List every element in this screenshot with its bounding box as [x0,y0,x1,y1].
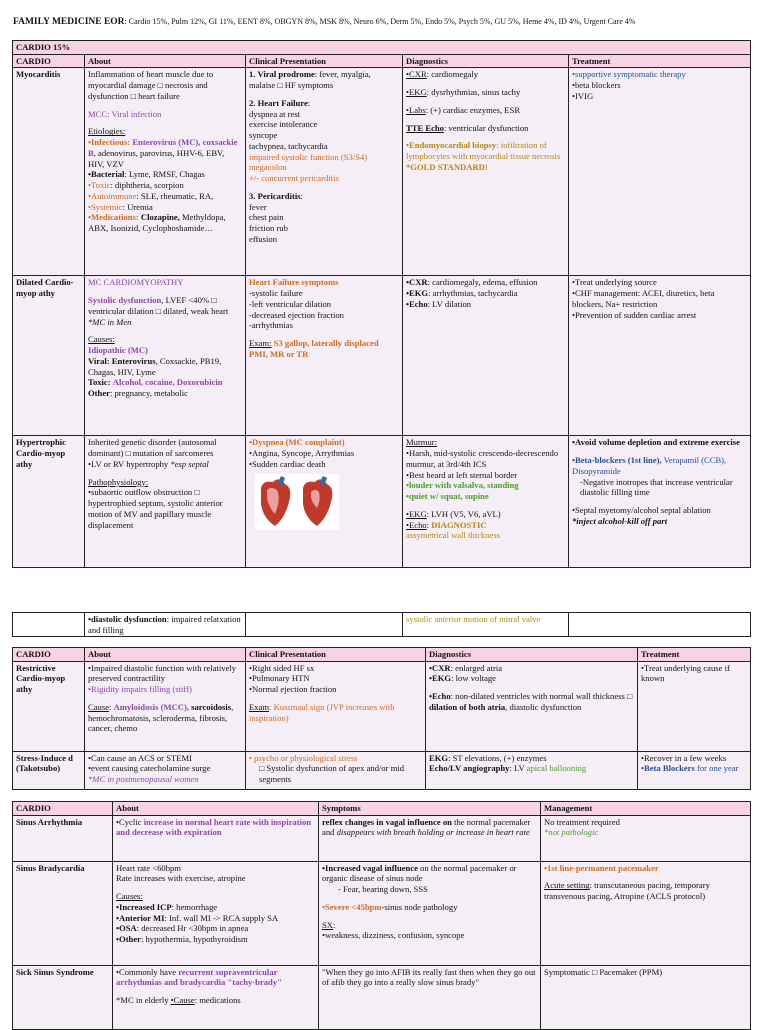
col-about: About [85,54,246,68]
disease-name: Stress-Induce d (Takotsubo) [13,751,85,789]
about-cell [85,68,246,276]
section-title: CARDIO 15% [13,41,751,55]
etiology-systemic: •Systemic: Uremia [88,201,153,212]
row-restrictive-cardiomyopathy [13,661,751,751]
row-hypertrophic-cardiomyopathy [13,436,751,568]
disease-name: Myocarditis [13,68,85,276]
about-cell: •Impaired diastolic function with relatively preserved contractility •Rigidity impairs filling (stiff) Cause: Amyloidosis (MCC), sarcoidosis, hemochromatosis, scleroderma, fibrosis, cancer, chemo [85,661,246,751]
clinical-cell: • psycho or physiological stress □ Systolic dysfunction of apex and/or mid segments [246,751,426,789]
row-sick-sinus-syndrome [13,965,751,1029]
col-treatment: Treatment [638,648,751,662]
clinical-cell: •Right sided HF sx •Pulmonary HTN •Normal ejection fraction Exam: Kussmaul sign (JVP increases with inspiration) [246,661,426,751]
management-cell: Symptomatic □ Pacemaker (PPM) [541,965,751,1029]
management-cell: •1st line-permanent pacemaker Acute setting: transcutaneous pacing, temporary transvenous pacing, Atropine (ACLS protocol) [541,861,751,965]
cardiomyopathy-table-2 [12,647,751,790]
etiologies-label: Etiologies: [88,126,126,137]
etiology-toxic: •Toxic: diphtheria, scorpion [88,180,184,191]
treatment-cell: •supportive symptomatic therapy •beta blockers •IVIG [569,68,751,276]
disease-name: Sick Sinus Syndrome [13,965,113,1029]
heart-diagram-image [255,474,339,530]
col-about: About [113,802,319,816]
row-dilated-cardiomyopathy [13,276,751,436]
about-cell: MC CARDIOMYOPATHY Systolic dysfunction, LVEF <40% □ ventricular dilation □ dilated, weak heart *MC in Men Causes: Idiopathic (MC) Viral: Enterovirus, Coxsackie, PB19, Chagas, HIV, Lyme Toxic: Alcohol, cocaine, Doxorubicin Other: pregnancy, metabolic [85,276,246,436]
mcc-text: MCC: Viral infection [88,108,162,119]
col-cardio: CARDIO [13,802,113,816]
symptoms-cell: reflex changes in vagal influence on the normal pacemaker and disappears with breath holding or increase in heart rate [319,815,541,861]
about-cell: •Can cause an ACS or STEMI •event causing catecholamine surge *MC in postmenopausal women [85,751,246,789]
disease-name: Restrictive Cardio-myop athy [13,661,85,751]
etiology-infectious: •Infectious: Enterovirus (MC), coxsackie B, adenovirus, parovirus, HHV-6, EBV, HIV, VZV [88,137,238,169]
arrhythmia-table [12,801,751,1030]
row-sinus-arrhythmia [13,815,751,861]
row-myocarditis [13,68,751,276]
diagnostics-cell: EKG: ST elevations, (+) enzymes Echo/LV angiography: LV apical ballooning [426,751,638,789]
symptoms-cell: •Increased vagal influence on the normal pacemaker or organic disease of sinus node - Fear, bearing down, SSS •Severe <45bpm-sinus node pathology SX: •weakness, dizziness, confusion, syncope [319,861,541,965]
about-cell: Inherited genetic disorder (autosomal dominant) □ mutation of sarcomeres •LV or RV hypertrophy *esp septal Pathophysiology: •subaortic outflow obstruction □ hypertrophied septum, systolic anterior motion of MV and papillary muscle displacement [85,436,246,568]
diagnostics-cell: systolic anterior motion of mitral valve [403,613,569,637]
cardiomyopathy-table-1 [12,40,751,568]
about-cell: •Commonly have recurrent supraventricular arrhythmias and bradycardia "tachy-brady" *MC in elderly •Cause: medications [113,965,319,1029]
diagnostics-cell: Murmur: •Harsh, mid-systolic crescendo-decrescendo murmur, at 3rd/4th ICS •Best heard at left sternal border •louder with valsalva, standing •quiet w/ squat, supine •EKG: LVH (V5, V6, aVL) •Echo: DIAGNOSTIC assymetrical wall thickness [403,436,569,568]
diagnostics-cell: •CXR: cardiomegaly, edema, effusion •EKG: arrhythmias, tachycardia •Echo: LV dilation [403,276,569,436]
disease-name: Sinus Arrhythmia [13,815,113,861]
disease-name: Hypertrophic Cardio-myop athy [13,436,85,568]
continuation-row-table [12,612,751,637]
treatment-cell: •Recover in a few weeks •Beta Blockers for one year [638,751,751,789]
diagnostics-cell: •CXR: enlarged atria •EKG: low voltage •Echo: non-dilated ventricles with normal wall thickness □ dilation of both atria, diastolic dysfunction [426,661,638,751]
etiology-autoimmune: •Autoimmune: SLE, rheumatic, RA, [88,190,214,201]
document-header: FAMILY MEDICINE EOR: Cardio 15%, Pulm 12%, GI 11%, EENT 8%, OBGYN 8%, MSK 8%, Neuro 6%, Derm 5%, Endo 5%, Psych 5%, GU 5%, Heme 4%, ID 4%, Urgent Care 4% [13,17,636,27]
document-title: FAMILY MEDICINE EOR [13,17,125,27]
col-diagnostics: Diagnostics [403,54,569,68]
disease-name: Dilated Cardio-myop athy [13,276,85,436]
row-sinus-bradycardia [13,861,751,965]
clinical-cell: Heart Failure symptoms -systolic failure -left ventricular dilation -decreased ejection fraction -arrhythmias Exam: S3 gallop, laterally displaced PMI, MR or TR [246,276,403,436]
row-hcm-continued [13,613,751,637]
col-treatment: Treatment [569,54,751,68]
col-diagnostics: Diagnostics [426,648,638,662]
about-text: Inflammation of heart muscle due to myocardial damage □ necrosis and dysfunction □ heart failure [88,69,214,101]
col-clinical: Clinical Presentation [246,648,426,662]
col-cardio: CARDIO [13,54,85,68]
about-cell: Heart rate <60bpm Rate increases with exercise, atropine Causes: •Increased ICP: hemorrhage •Anterior MI: Inf. wall MI -> RCA supply SA •OSA: decreased Hr <30bpm in apnea •Other: hypothermia, hypothyroidism [113,861,319,965]
disease-name: Sinus Bradycardia [13,861,113,965]
treatment-cell: •Avoid volume depletion and extreme exercise •Beta-blockers (1st line), Verapamil (CCB), Disopyramide -Negative inotropes that increase ventricular diastolic filling time •Septal myetomy/alcohol septal ablation *inject alcohol-kill off part [569,436,751,568]
diagnostics-cell: •CXR: cardiomegaly •EKG: dysrhythmias, sinus tachy •Labs: (+) cardiac enzymes, ESR TTE Echo: ventricular dysfunction •Endomyocardial biopsy: infiltration of lymphocytes with myocardial tissue necrosis *GOLD STANDARD! [403,68,569,276]
treatment-cell: •Treat underlying cause if known [638,661,751,751]
etiology-bacterial: •Bacterial: Lyme, RMSF, Chagas [88,169,205,180]
about-cell: •diastolic dysfunction: impaired relatxation and filling [85,613,246,637]
exam-breakdown: Cardio 15%, Pulm 12%, GI 11%, EENT 8%, OBGYN 8%, MSK 8%, Neuro 6%, Derm 5%, Endo 5%, Psych 5%, GU 5%, Heme 4%, ID 4%, Urgent Care 4% [128,17,636,26]
clinical-cell: 1. Viral prodrome: fever, myalgia, malaise □ HF symptoms 2. Heart Failure: dyspnea at rest exercise intolerance syncope tachypnea, tachycardia impaired systolic function (S3/S4) megacolon +/- concurrent pericarditis 3. Pericarditis: fever chest pain friction rub effusion [246,68,403,276]
col-about: About [85,648,246,662]
management-cell: No treatment required *not pathologic [541,815,751,861]
col-symptoms: Symptoms [319,802,541,816]
row-takotsubo [13,751,751,789]
symptoms-cell: "When they go into AFIB its really fast then when they go out of afib they go into a really slow sinus brady" [319,965,541,1029]
etiology-medications: •Medications: Clozapine, Methyldopa, ABX, Isonizid, Cyclophoshamide… [88,212,226,234]
about-cell: •Cyclic increase in normal heart rate with inspiration and decrease with expiration [113,815,319,861]
col-clinical: Clinical Presentation [246,54,403,68]
col-cardio: CARDIO [13,648,85,662]
treatment-cell: •Treat underlying source •CHF management: ACEI, diuretics, beta blockers, Na+ restriction •Prevention of sudden cardiac arrest [569,276,751,436]
clinical-cell: •Dyspnea (MC complaint) •Angina, Syncope, Arrythmias •Sudden cardiac death [246,436,403,568]
col-management: Management [541,802,751,816]
